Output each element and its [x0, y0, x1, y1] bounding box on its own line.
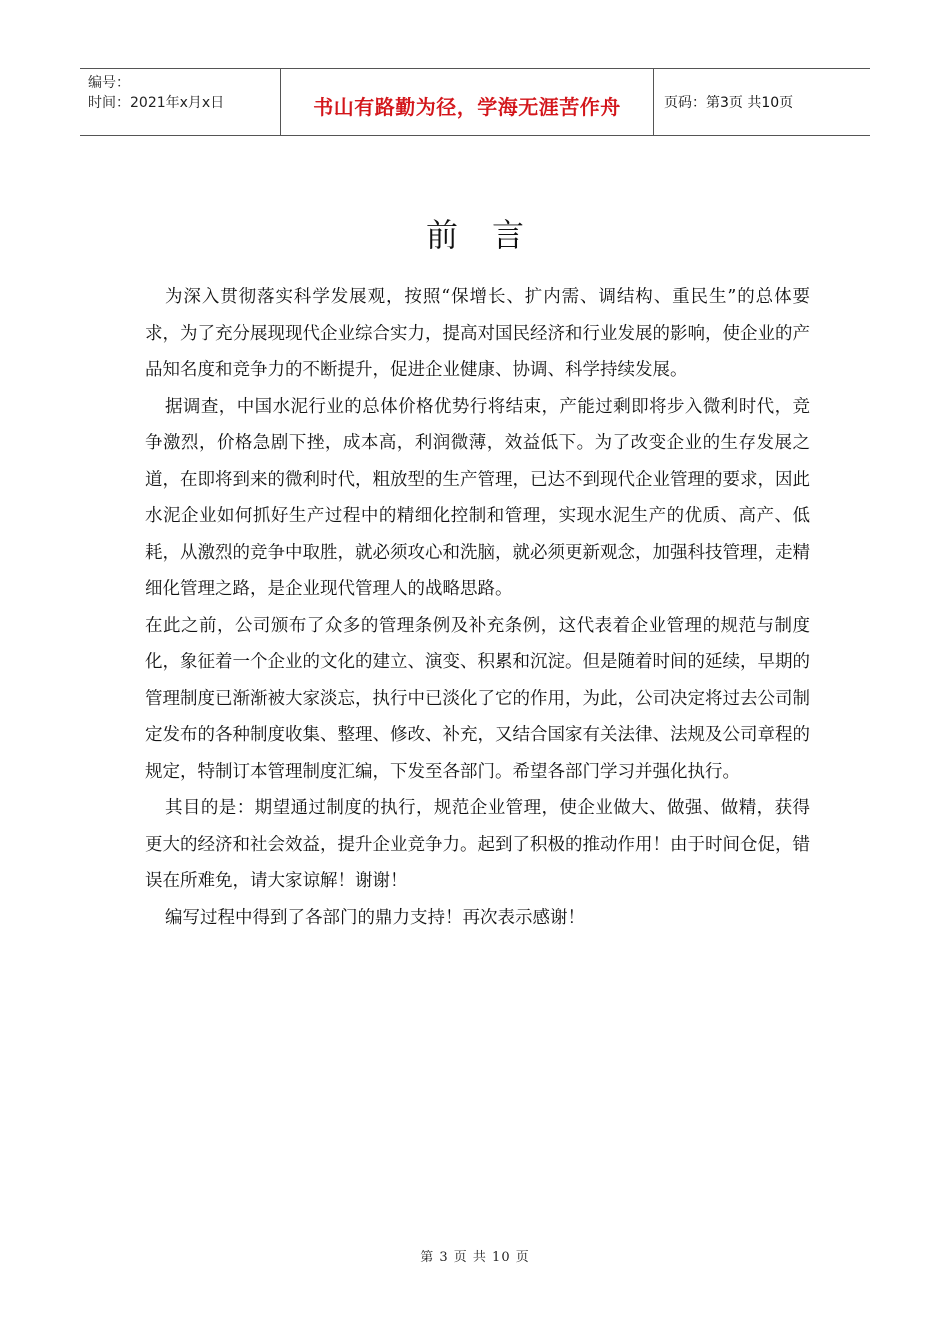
- document-header: [80, 68, 870, 136]
- number-label: 编号：: [88, 75, 130, 91]
- paragraph-5: 编写过程中得到了各部门的鼎力支持！再次表示感谢！: [165, 907, 585, 928]
- preface-body: [145, 279, 810, 936]
- paragraph-3: 在此之前，公司颁布了众多的管理条例及补充条例，这代表着企业管理的规范与制度化，象征着一个企业的文化的建立、演变、积累和沉淀。但是随着时间的延续，早期的管理制度已渐渐被大家淡忘，执行中已淡化了它的作用，为此，公司决定将过去公司制定发布的各种制度收集、整理、修改、补充，又结合国家有关法律、法规及公司章程的规定，特制订本管理制度汇编，下发至各部门。希望各部门学习并强化执行。: [145, 615, 810, 782]
- paragraph-4: 其目的是：期望通过制度的执行，规范企业管理，使企业做大、做强、做精，获得更大的经济和社会效益，提升企业竞争力。起到了积极的推动作用！由于时间仓促，错误在所难免，请大家谅解！谢谢！: [145, 798, 810, 891]
- page-code-text: 页码：第3页 共10页: [664, 95, 794, 111]
- paragraph-1: 为深入贯彻落实科学发展观，按照“保增长、扩内需、调结构、重民生”的总体要求，为了充分展现现代企业综合实力，提高对国民经济和行业发展的影响，使企业的产品知名度和竞争力的不断提升，促进企业健康、协调、科学持续发展。: [145, 287, 810, 380]
- header-meta: [80, 69, 280, 135]
- time-label: 时间：2021年x月x日: [88, 95, 225, 111]
- header-motto-cell: [280, 69, 654, 135]
- header-page-code: [654, 69, 870, 135]
- page-title: 前言: [425, 216, 558, 254]
- page-footer: 第 3 页 共 10 页: [420, 1250, 530, 1265]
- paragraph-2: 据调查，中国水泥行业的总体价格优势行将结束，产能过剩即将步入微利时代，竞争激烈，价格急剧下挫，成本高，利润微薄，效益低下。为了改变企业的生存发展之道，在即将到来的微利时代，粗放型的生产管理，已达不到现代企业管理的要求，因此水泥企业如何抓好生产过程中的精细化控制和管理，实现水泥生产的优质、高产、低耗，从激烈的竞争中取胜，就必须攻心和洗脑，就必须更新观念，加强科技管理，走精细化管理之路，是企业现代管理人的战略思路。: [145, 396, 810, 599]
- header-motto: 书山有路勤为径，学海无涯苦作舟: [313, 94, 621, 119]
